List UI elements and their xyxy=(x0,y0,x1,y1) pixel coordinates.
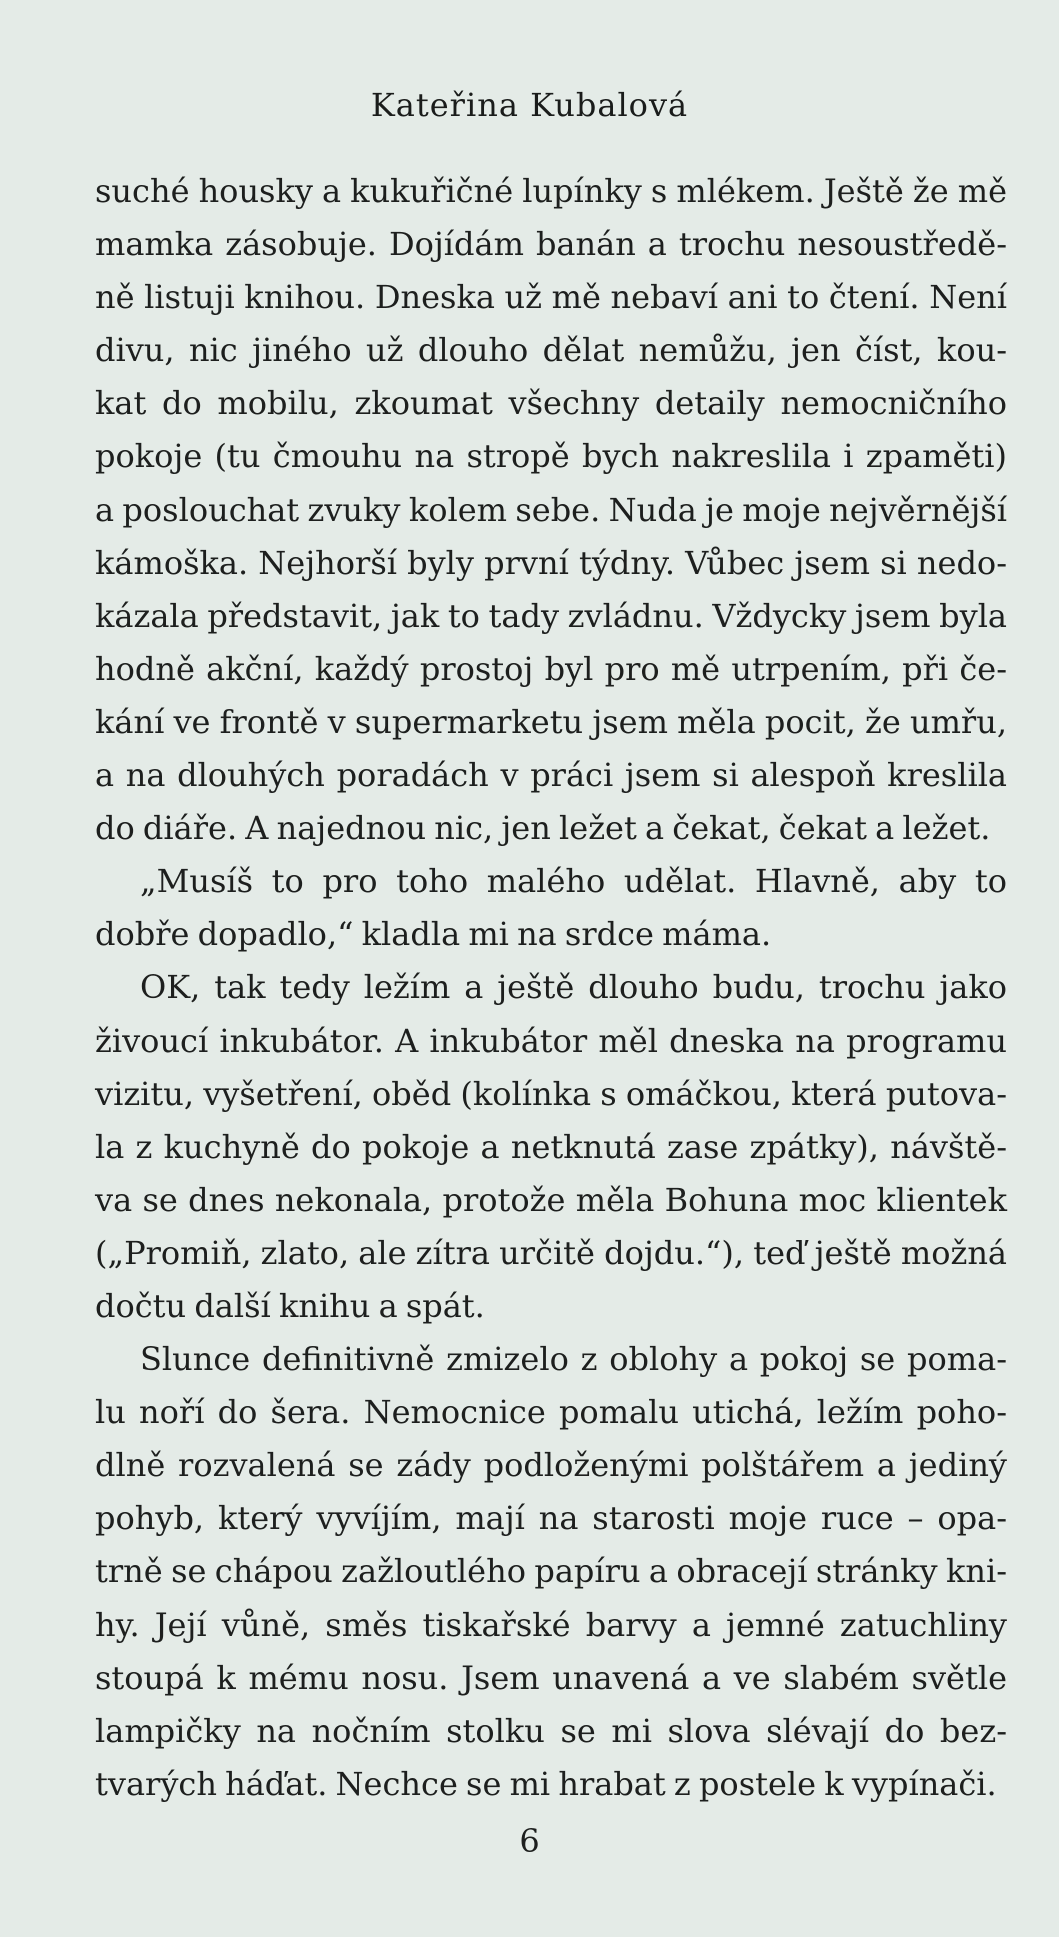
text-line: hy. Její vůně, směs tiskařské barvy a jemné zatuchliny xyxy=(95,1605,1007,1644)
text-line: trně se chápou zažloutlého papíru a obracejí stránky kni- xyxy=(95,1552,1007,1591)
body-text xyxy=(95,165,1007,1811)
page-number: 6 xyxy=(519,1822,540,1860)
text-line: kázala představit, jak to tady zvládnu. Vždycky jsem byla xyxy=(95,596,1007,635)
text-line: pohyb, který vyvíjím, mají na starosti moje ruce – opa- xyxy=(95,1499,1007,1538)
text-line: a na dlouhých poradách v práci jsem si alespoň kreslila xyxy=(95,756,1007,795)
text-line: suché housky a kukuřičné lupínky s mlékem. Ještě že mě xyxy=(95,172,1007,210)
text-line: ně listuji knihou. Dneska už mě nebaví ani to čtení. Není xyxy=(95,278,1007,317)
text-line: mamka zásobuje. Dojídám banán a trochu nesoustředě- xyxy=(95,225,1007,264)
text-line: stoupá k mému nosu. Jsem unavená a ve slabém světle xyxy=(95,1658,1007,1697)
text-line: tvarých háďat. Nechce se mi hrabat z postele k vypínači. xyxy=(95,1764,997,1803)
text-line: hodně akční, každý prostoj byl pro mě utrpením, při če- xyxy=(95,649,1007,688)
text-line: („Promiň, zlato, ale zítra určitě dojdu.“), teď ještě možná xyxy=(95,1233,1007,1272)
text-line: do diáře. A najednou nic, jen ležet a čekat, čekat a ležet. xyxy=(95,809,991,848)
text-line: živoucí inkubátor. A inkubátor měl dneska na programu xyxy=(95,1021,1007,1060)
running-head: Kateřina Kubalová xyxy=(370,86,689,124)
text-line: va se dnes nekonala, protože měla Bohuna moc klientek xyxy=(95,1180,1007,1219)
text-line: lampičky na nočním stolku se mi slova slévají do bez- xyxy=(95,1711,1007,1750)
text-line: dočtu další knihu a spát. xyxy=(95,1286,485,1325)
text-line: kat do mobilu, zkoumat všechny detaily nemocničního xyxy=(95,384,1007,423)
text-line: vizitu, vyšetření, oběd (kolínka s omáčkou, která putova- xyxy=(95,1074,1007,1113)
text-line: lu noří do šera. Nemocnice pomalu utichá, ležím poho- xyxy=(95,1393,1007,1432)
text-line: a poslouchat zvuky kolem sebe. Nuda je moje nejvěrnější xyxy=(95,490,1007,529)
text-line: Slunce definitivně zmizelo z oblohy a pokoj se poma- xyxy=(140,1340,1007,1379)
text-line: pokoje (tu čmouhu na stropě bych nakreslila i zpaměti) xyxy=(95,437,1007,476)
text-line: dobře dopadlo,“ kladla mi na srdce máma. xyxy=(95,915,772,954)
text-line: kámoška. Nejhorší byly první týdny. Vůbec jsem si nedo- xyxy=(95,543,1007,582)
text-line: kání ve frontě v supermarketu jsem měla pocit, že umřu, xyxy=(95,702,1007,741)
text-line: la z kuchyně do pokoje a netknutá zase zpátky), návště- xyxy=(95,1127,1007,1166)
text-line: divu, nic jiného už dlouho dělat nemůžu, jen číst, kou- xyxy=(95,331,1007,370)
text-line: dlně rozvalená se zády podloženými polštářem a jediný xyxy=(95,1446,1007,1485)
text-line: OK, tak tedy ležím a ještě dlouho budu, trochu jako xyxy=(140,968,1007,1007)
text-line: „Musíš to pro toho malého udělat. Hlavně, aby to xyxy=(140,862,1007,901)
